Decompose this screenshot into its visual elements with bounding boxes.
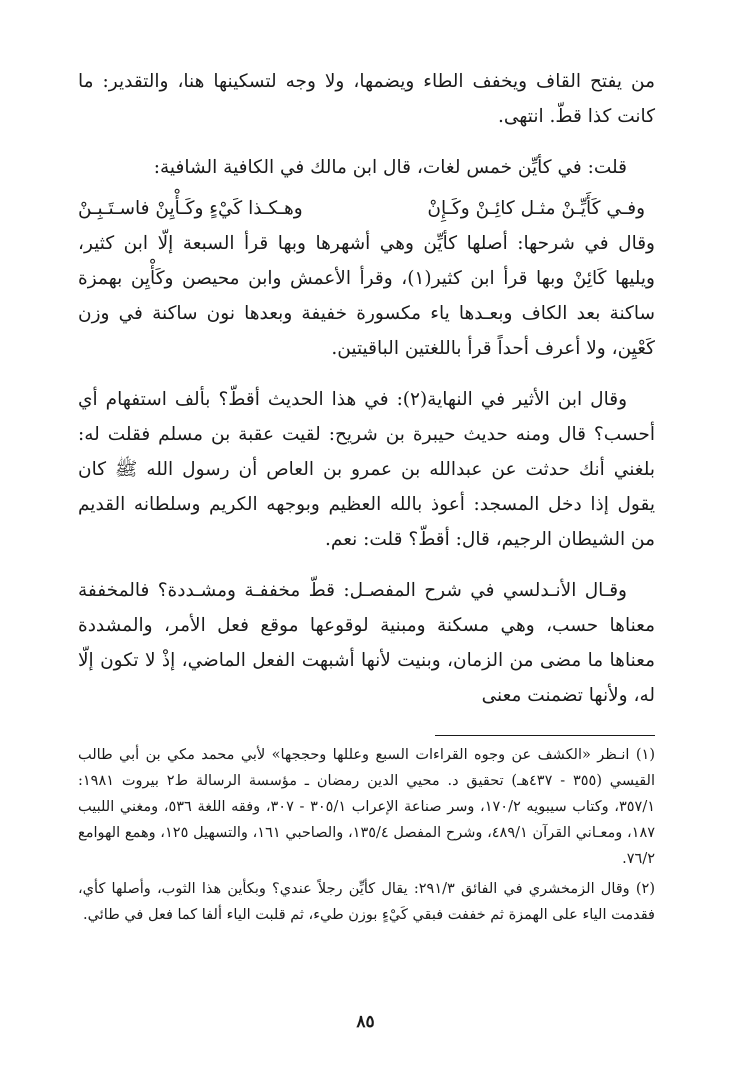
verse-second-hemistich: وهـكـذا كَيْءٍ وكَـأْيِنْ فاسـتَـبِـنْ bbox=[78, 198, 303, 219]
verse-first-hemistich: وفـي كَأَيِّـنْ مثـل كائِـنْ وكَـإِنْ bbox=[427, 198, 645, 219]
paragraph-2: قلت: في كأيِّن خمس لغات، قال ابن مالك في الكافية الشافية: bbox=[153, 157, 627, 178]
footnote-separator bbox=[435, 735, 655, 736]
paragraph-3: وقال في شرحها: أصلها كأيِّن وهي أشهرها وبها قرأ السبعة إلّا ابن كثير، ويليها كَائِنْ وبها قرأ ابن كثير(١)، وقرأ الأعمش وابن محيصن وكَأْيِن بهمزة ساكنة بعد الكاف وبعـدها ياء مكسورة خفيفة وبعدها نون ساكنة في وزن كَعْيِن، ولا أعرف أحداً قرأ باللغتين الباقيتين. bbox=[78, 233, 655, 359]
paragraph-4: وقال ابن الأثير في النهاية(٢): في هذا الحديث أقطّ؟ بألف استفهام أي أحسب؟ قال ومنه حديث حيبرة بن شريح: لقيت عقبة بن مسلم فقلت له: بلغني أنك حدثت عن عبدالله بن عمرو بن العاص أن رسول الله ﷺ كان يقول إذا دخل المسجد: أعوذ بالله العظيم وبوجهه الكريم وسلطانه القديم من الشيطان الرجيم، قال: أقطّ؟ قلت: نعم. bbox=[78, 389, 655, 550]
paragraph-5: وقـال الأنـدلسي في شرح المفصـل: قطّ مخففـة ومشـددة؟ فالمخففة معناها حسب، وهي مسكنة ومبنية لوقوعها موقع فعل الأمر، والمشددة معناها ما مضى من الزمان، وبنيت لأنها أشبهت الفعل الماضي، إذْ لا تكون إلّا له، ولأنها تضمنت معنى bbox=[78, 580, 655, 706]
page-number: ٨٥ bbox=[356, 1012, 375, 1032]
paragraph-1: من يفتح القاف ويخفف الطاء ويضمها، ولا وجه لتسكينها هنا، والتقدير: ما كانت كذا قطّ. انتهى. bbox=[78, 71, 655, 127]
footnote-2: (٢) وقال الزمخشري في الفائق ٢٩١/٣: يقال كأيِّن رجلاً عندي؟ وبكأين هذا الثوب، وأصلها كأي، فقدمت الياء على الهمزة ثم خففت فبقي كَيْءٍ بوزن طيء، ثم قلبت الياء ألفا كما فعل في طائي. bbox=[78, 881, 655, 923]
footnote-1: (١) انـظر «الكشف عن وجوه القراءات السبع وعللها وحججها» لأبي محمد مكي بن أبي طالب القيسي (٣٥٥ - ٤٣٧هـ) تحقيق د. محيي الدين رمضان ـ مؤسسة الرسالة ط٢ بيروت ١٩٨١: ٣٥٧/١، وكتاب سيبويه ١٧٠/٢، وسر صناعة الإعراب ٣٠٥/١ - ٣٠٧، وفقه اللغة ٥٣٦، ومغني اللبيب ١٨٧، ومعـاني القرآن ٤٨٩/١، وشرح المفصل ١٣٥/٤، والصاحبي ١٦١، والتسهيل ١٢٥، وهمع الهوامع ٧٦/٢. bbox=[78, 747, 656, 867]
main-text bbox=[78, 64, 655, 713]
footnotes bbox=[78, 742, 655, 928]
poetry-verse bbox=[78, 191, 655, 226]
